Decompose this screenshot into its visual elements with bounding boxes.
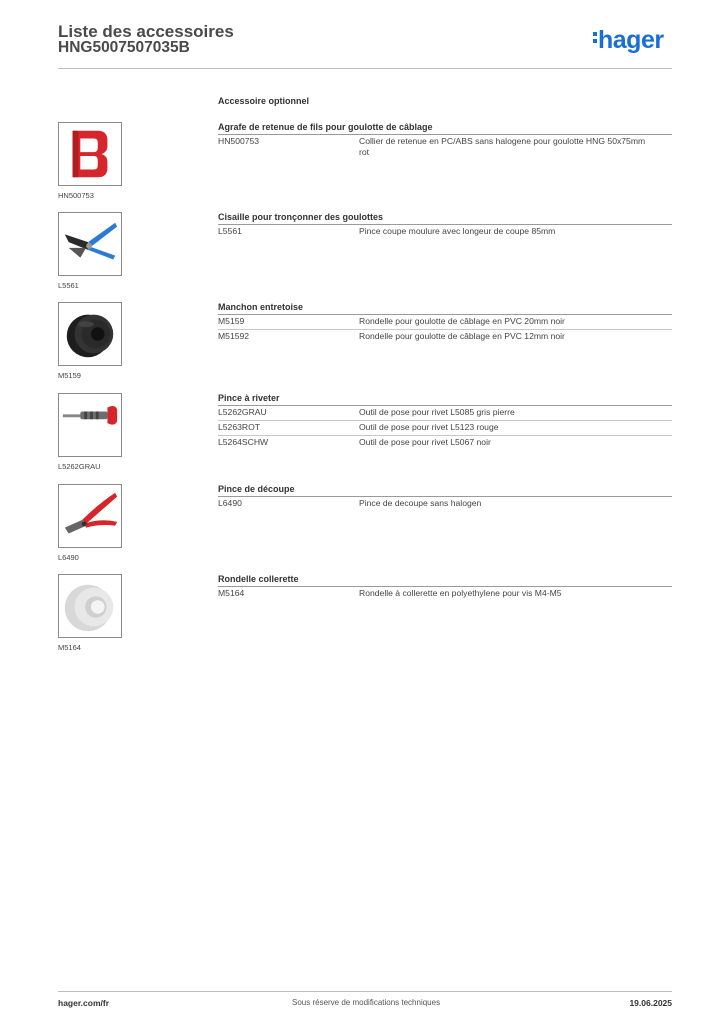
reference-table xyxy=(218,315,672,344)
group-title: Manchon entretoise xyxy=(218,302,672,315)
hager-logo xyxy=(593,28,664,53)
reference-description: Pince coupe moulure avec longeur de coupe 85mm xyxy=(359,226,556,236)
reference-description: Outil de pose pour rivet L5123 rouge xyxy=(359,422,499,432)
image-code: M5159 xyxy=(58,371,81,380)
reference-description: Outil de pose pour rivet L5067 noir xyxy=(359,437,491,447)
image-code: L5561 xyxy=(58,281,79,290)
table-row xyxy=(218,421,672,436)
table-row xyxy=(218,497,672,511)
reference-table xyxy=(218,135,672,160)
section-label: Accessoire optionnel xyxy=(218,96,310,106)
footer-website-link[interactable]: hager.com/fr xyxy=(58,998,110,1008)
reference-description: Rondelle pour goulotte de câblage en PVC 12mm noir xyxy=(359,331,565,341)
group-title: Cisaille pour tronçonner des goulottes xyxy=(218,212,672,225)
reference-description: Collier de retenue en PC/ABS sans halogene pour goulotte HNG 50x75mm rot xyxy=(359,136,646,157)
blue-shears-image xyxy=(58,212,122,276)
image-code: HN500753 xyxy=(58,191,94,200)
group-title: Pince de découpe xyxy=(218,484,672,497)
reference-code: L5262GRAU xyxy=(218,407,267,417)
group-title: Pince à riveter xyxy=(218,393,672,406)
reference-code: M5164 xyxy=(218,588,245,598)
logo-text: hager xyxy=(598,26,664,54)
table-row xyxy=(218,135,672,160)
reference-code: HN500753 xyxy=(218,136,260,146)
page-title: Liste des accessoires xyxy=(58,22,234,41)
rivet-tool-image xyxy=(58,393,122,457)
product-reference: HNG5007507035B xyxy=(58,39,190,56)
table-row xyxy=(218,406,672,421)
reference-table xyxy=(218,406,672,450)
image-code: L5262GRAU xyxy=(58,462,101,471)
reference-description: Outil de pose pour rivet L5085 gris pierre xyxy=(359,407,515,417)
footer-notice: Sous réserve de modifications techniques xyxy=(292,998,441,1007)
reference-code: M51592 xyxy=(218,331,250,341)
reference-code: L5561 xyxy=(218,226,242,236)
reference-description: Rondelle à collerette en polyethylene pour vis M4-M5 xyxy=(359,588,562,598)
white-washer-image xyxy=(58,574,122,638)
table-row xyxy=(218,315,672,330)
group-title: Agrafe de retenue de fils pour goulotte de câblage xyxy=(218,122,672,135)
footer-divider xyxy=(58,991,672,992)
table-row xyxy=(218,225,672,239)
image-code: M5164 xyxy=(58,643,81,652)
reference-description: Pince de decoupe sans halogen xyxy=(359,498,482,508)
reference-table xyxy=(218,497,672,511)
table-row xyxy=(218,330,672,344)
reference-table xyxy=(218,587,672,601)
reference-code: L5264SCHW xyxy=(218,437,269,447)
group-title: Rondelle collerette xyxy=(218,574,672,587)
footer-date: 19.06.2025 xyxy=(629,998,672,1008)
reference-code: L5263ROT xyxy=(218,422,261,432)
table-row xyxy=(218,436,672,450)
table-row xyxy=(218,587,672,601)
reference-description: Rondelle pour goulotte de câblage en PVC 20mm noir xyxy=(359,316,565,326)
header-divider xyxy=(58,68,672,69)
black-spacer-image xyxy=(58,302,122,366)
reference-table xyxy=(218,225,672,239)
image-code: L6490 xyxy=(58,553,79,562)
reference-code: M5159 xyxy=(218,316,245,326)
reference-code: L6490 xyxy=(218,498,242,508)
red-clip-image xyxy=(58,122,122,186)
logo-dots-icon xyxy=(593,29,598,46)
red-pliers-image xyxy=(58,484,122,548)
